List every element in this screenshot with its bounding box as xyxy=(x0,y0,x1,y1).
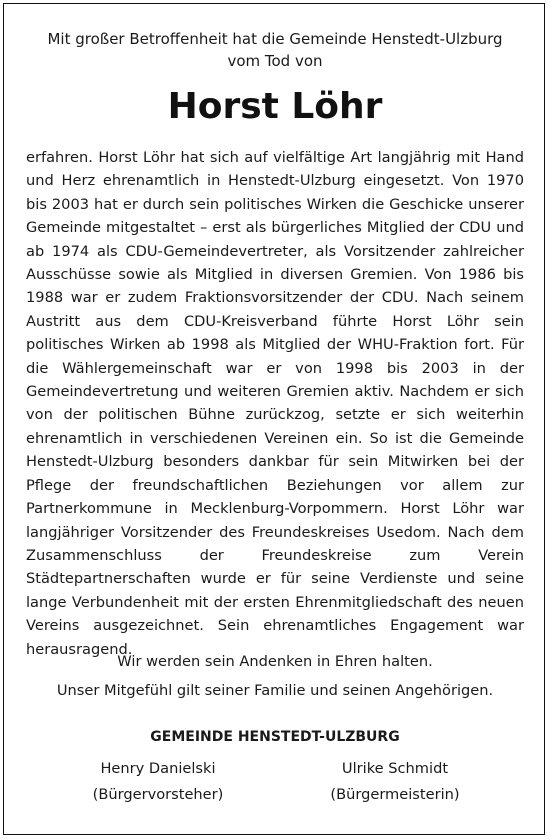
closing-line-2: Unser Mitgefühl gilt seiner Familie und seinen Angehörigen. xyxy=(56,682,494,699)
signatory-name: Ulrike Schmidt xyxy=(341,760,449,777)
signatory-name: Henry Danielski xyxy=(100,760,216,777)
organization-name: GEMEINDE HENSTEDT-ULZBURG xyxy=(150,729,400,745)
intro-line-1: Mit großer Betroffenheit hat die Gemeinde Henstedt-Ulzburg xyxy=(47,30,503,48)
signatory-role: (Bürgervorsteher) xyxy=(92,786,224,803)
intro-line-2: vom Tod von xyxy=(227,52,323,70)
signatory-right xyxy=(295,758,495,806)
signatory-role: (Bürgermeisterin) xyxy=(330,786,460,803)
obituary-body: erfahren. Horst Löhr hat sich auf vielfältige Art langjährig mit Hand und Herz ehrenamtlich in Henstedt-Ulzburg eingesetzt. Von 1970 bis 2003 hat er durch sein politisches Wirken die Geschicke unserer Gemeinde mitgestaltet – erst als bürgerliches Mitglied der CDU und ab 1974 als CDU-Gemeindevertreter, als Vorsitzender zahlreicher Ausschüsse sowie als Mitglied in diversen Gremien. Von 1986 bis 1988 war er zudem Fraktionsvorsitzender der CDU. Nach seinem Austritt aus dem CDU-Kreisverband führte Horst Löhr sein politisches Wirken ab 1998 als Mitglied der WHU-Fraktion fort. Für die Wählergemeinschaft war er von 1998 bis 2003 in der Gemeindevertretung und weiteren Gremien aktiv. Nachdem er sich von der politischen Bühne zurückzog, setzte er sich weiterhin ehrenamtlich in verschiedenen Vereinen ein. So ist die Gemeinde Henstedt-Ulzburg besonders dankbar für sein Mitwirken bei der Pflege der freundschaftlichen Beziehungen vor allem zur Partnerkommune in Mecklenburg-Vorpommern. Horst Löhr war langjähriger Vorsitzender des Freundeskreises Usedom. Nach dem Zusammenschluss der Freundeskreise zum Verein Städtepartnerschaften wurde er für seine Verdienste und seine lange Verbundenheit mit der ersten Ehrenmitgliedschaft des neuen Vereins ausgezeichnet. Sein ehrenamtliches Engagement war herausragend. xyxy=(26,149,524,658)
intro-text xyxy=(0,28,550,72)
signatory-left xyxy=(58,758,258,806)
closing-line-1: Wir werden sein Andenken in Ehren halten. xyxy=(117,653,433,670)
deceased-name: Horst Löhr xyxy=(167,86,383,127)
